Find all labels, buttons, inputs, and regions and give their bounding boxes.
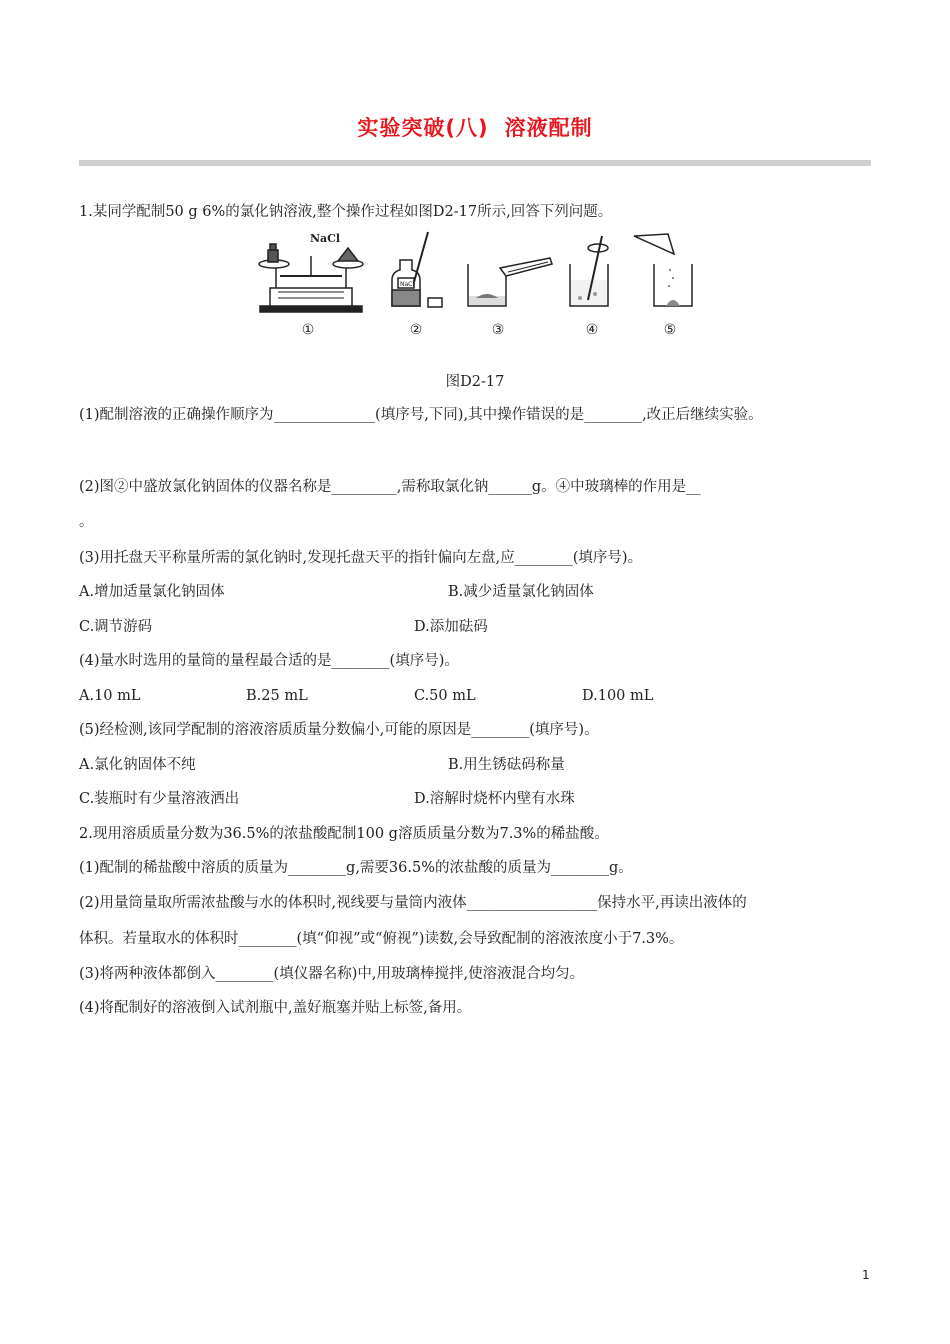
q1-part5-option-d: D.溶解时烧杯内壁有水珠: [414, 791, 575, 807]
title-part-1: 实验突破(八): [357, 116, 489, 140]
experiment-figure: [250, 228, 710, 340]
q2-part1: (1)配制的稀盐酸中溶质的质量为________g,需要36.5%的浓盐酸的质量为________g。: [79, 860, 633, 876]
balance-icon: [259, 244, 363, 312]
page-title: [0, 112, 950, 142]
step-label-3: ③: [491, 322, 505, 338]
q1-part4-option-b: B.25 mL: [246, 688, 308, 704]
q2-part4: (4)将配制好的溶液倒入试剂瓶中,盖好瓶塞并贴上标签,备用。: [79, 1000, 472, 1016]
q1-part4-option-d: D.100 mL: [582, 688, 654, 704]
q1-part5: (5)经检测,该同学配制的溶液溶质质量分数偏小,可能的原因是________(填序号)。: [79, 722, 599, 738]
q1-part5-option-b: B.用生锈砝码称量: [448, 757, 565, 773]
beaker-funnel-icon: [634, 234, 692, 306]
q1-part3-option-a: A.增加适量氯化钠固体: [79, 584, 225, 600]
title-part-2: 溶液配制: [504, 116, 593, 140]
figure-caption: 图D2-17: [445, 374, 505, 390]
q1-part4-option-c: C.50 mL: [414, 688, 476, 704]
q1-part2-line1: (2)图②中盛放氯化钠固体的仪器名称是_________,需称取氯化钠______g。④中玻璃棒的作用是__: [79, 479, 701, 495]
step-label-4: ④: [585, 322, 599, 338]
q2-stem: 2.现用溶质质量分数为36.5%的浓盐酸配制100 g溶质质量分数为7.3%的稀盐酸。: [79, 826, 609, 842]
q1-part4-option-a: A.10 mL: [79, 688, 141, 704]
q1-part3-option-b: B.减少适量氯化钠固体: [448, 584, 594, 600]
q1-part4: (4)量水时选用的量筒的量程最合适的是________(填序号)。: [79, 653, 459, 669]
q1-part3-option-d: D.添加砝码: [414, 619, 488, 635]
bottle-label: NaCl: [400, 281, 415, 288]
page-number: 1: [862, 1268, 870, 1282]
q1-part3: (3)用托盘天平称量所需的氯化钠时,发现托盘天平的指针偏向左盘,应________(填序号)。: [79, 550, 643, 566]
beaker-pour-icon: [468, 258, 552, 306]
q2-part2-line1: (2)用量筒量取所需浓盐酸与水的体积时,视线要与量筒内液体__________________保持水平,再读出液体的: [79, 895, 747, 911]
q1-part5-option-a: A.氯化钠固体不纯: [79, 757, 196, 773]
step-label-5: ⑤: [663, 322, 677, 338]
step-label-2: ②: [409, 322, 423, 338]
q1-part1: (1)配制溶液的正确操作顺序为______________(填序号,下同),其中操作错误的是________,改正后继续实验。: [79, 407, 763, 423]
reagent-bottle-icon: [392, 232, 442, 307]
q1-stem: 1.某同学配制50 g 6%的氯化钠溶液,整个操作过程如图D2-17所示,回答下列问题。: [79, 204, 613, 220]
q1-part2-line2: 。: [79, 514, 94, 530]
beaker-stir-icon: [570, 236, 608, 306]
q1-part5-option-c: C.装瓶时有少量溶液洒出: [79, 791, 240, 807]
q2-part3: (3)将两种液体都倒入________(填仪器名称)中,用玻璃棒搅拌,使溶液混合均匀。: [79, 966, 585, 982]
nacl-label: NaCl: [310, 232, 341, 245]
q2-part2-line2: 体积。若量取水的体积时________(填“仰视”或“俯视”)读数,会导致配制的溶液浓度小于7.3%。: [79, 931, 684, 947]
step-label-1: ①: [301, 322, 315, 338]
q1-part3-option-c: C.调节游码: [79, 619, 153, 635]
title-divider: [79, 160, 871, 166]
